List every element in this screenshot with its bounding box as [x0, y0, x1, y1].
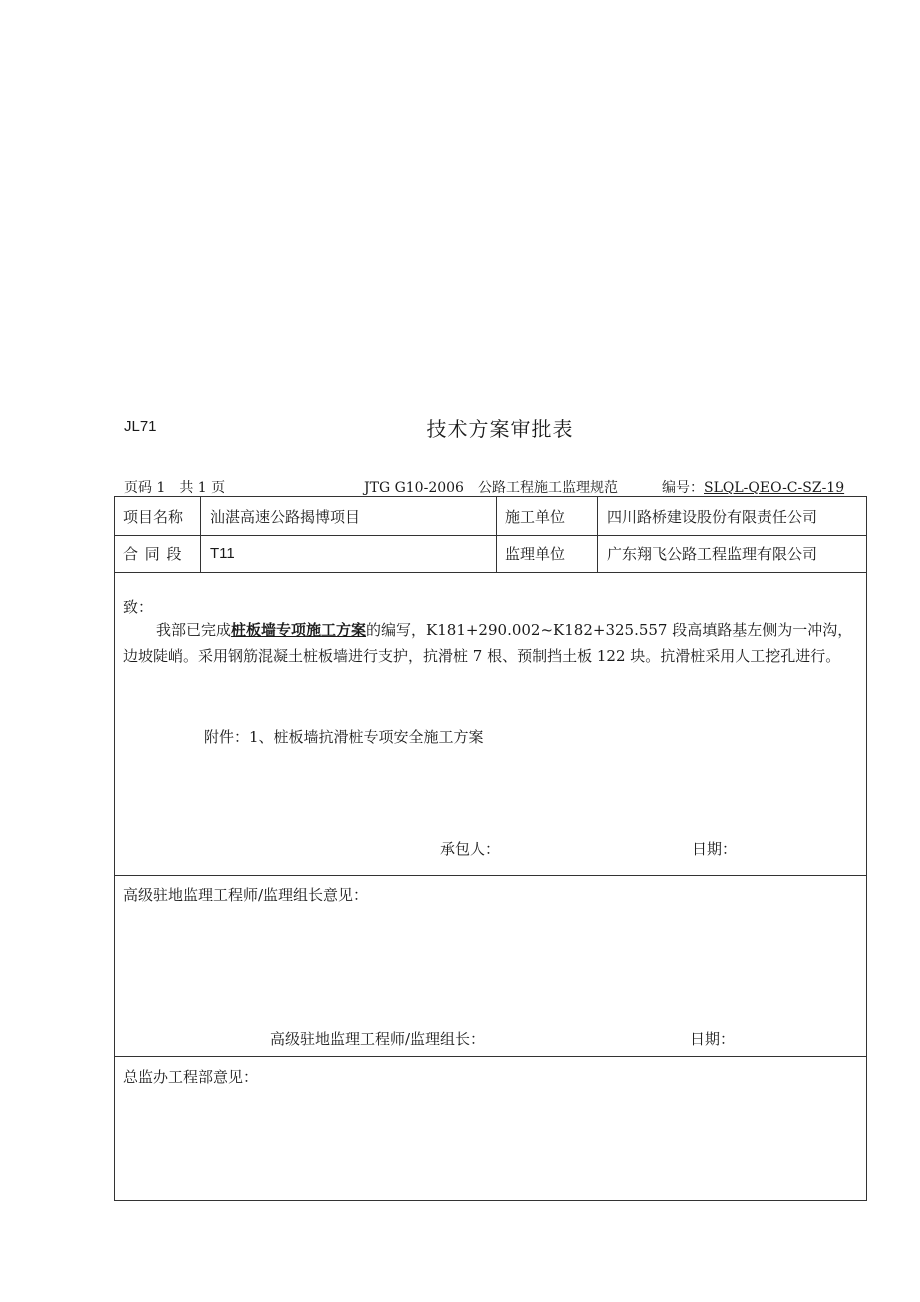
- document-number-value: SLQL-QEO-C-SZ-19: [704, 480, 845, 496]
- application-body-rest: 的编写，K181+290.002~K182+325.557 段高填路基左侧为一冲沟，边坡陡峭。采用钢筋混凝土桩板墙进行支护，抗滑桩 7 根、预制挡土板 122 块。抗滑桩采用人工挖孔进行。: [123, 621, 853, 665]
- contractor-signature-label: 承包人：: [440, 840, 501, 858]
- project-name-value: 汕湛高速公路揭博项目: [210, 508, 361, 526]
- approval-form-table: [114, 496, 867, 1201]
- plan-name-highlight: 桩板墙专项施工方案: [231, 621, 367, 639]
- document-number-label: 编号：: [662, 480, 704, 496]
- senior-signature-label: 高级驻地监理工程师/监理组长：: [270, 1030, 486, 1048]
- form-code: JL71: [124, 418, 157, 435]
- chief-review-title: 总监办工程部意见：: [123, 1068, 259, 1086]
- row-divider: [115, 535, 866, 536]
- supervisor-label: 监理单位: [505, 545, 566, 563]
- project-name-label: 项目名称: [123, 508, 184, 526]
- row-divider: [115, 572, 866, 573]
- column-divider: [496, 497, 497, 572]
- supervisor-value: 广东翔飞公路工程监理有限公司: [607, 545, 818, 563]
- senior-review-title: 高级驻地监理工程师/监理组长意见：: [123, 886, 369, 904]
- document-number: [662, 477, 844, 497]
- row-divider: [115, 1056, 866, 1057]
- senior-date-label: 日期：: [690, 1030, 736, 1048]
- application-body-prefix: 我部已完成: [156, 621, 232, 639]
- contract-section-value: T11: [210, 545, 235, 562]
- attachment-line: 附件：1、桩板墙抗滑桩专项安全施工方案: [204, 728, 484, 746]
- contractor-label: 施工单位: [505, 508, 566, 526]
- form-title: 技术方案审批表: [426, 417, 574, 441]
- standard-reference: JTG G10-2006 公路工程施工监理规范: [364, 480, 618, 496]
- page-info: 页码 1 共 1 页: [124, 480, 226, 496]
- application-body: [123, 617, 863, 669]
- contractor-value: 四川路桥建设股份有限责任公司: [607, 508, 818, 526]
- salutation: 致：: [123, 598, 154, 616]
- contract-section-label: 合 同 段: [123, 545, 183, 563]
- column-divider: [200, 497, 201, 572]
- contractor-date-label: 日期：: [692, 840, 738, 858]
- column-divider: [597, 497, 598, 572]
- row-divider: [115, 875, 866, 876]
